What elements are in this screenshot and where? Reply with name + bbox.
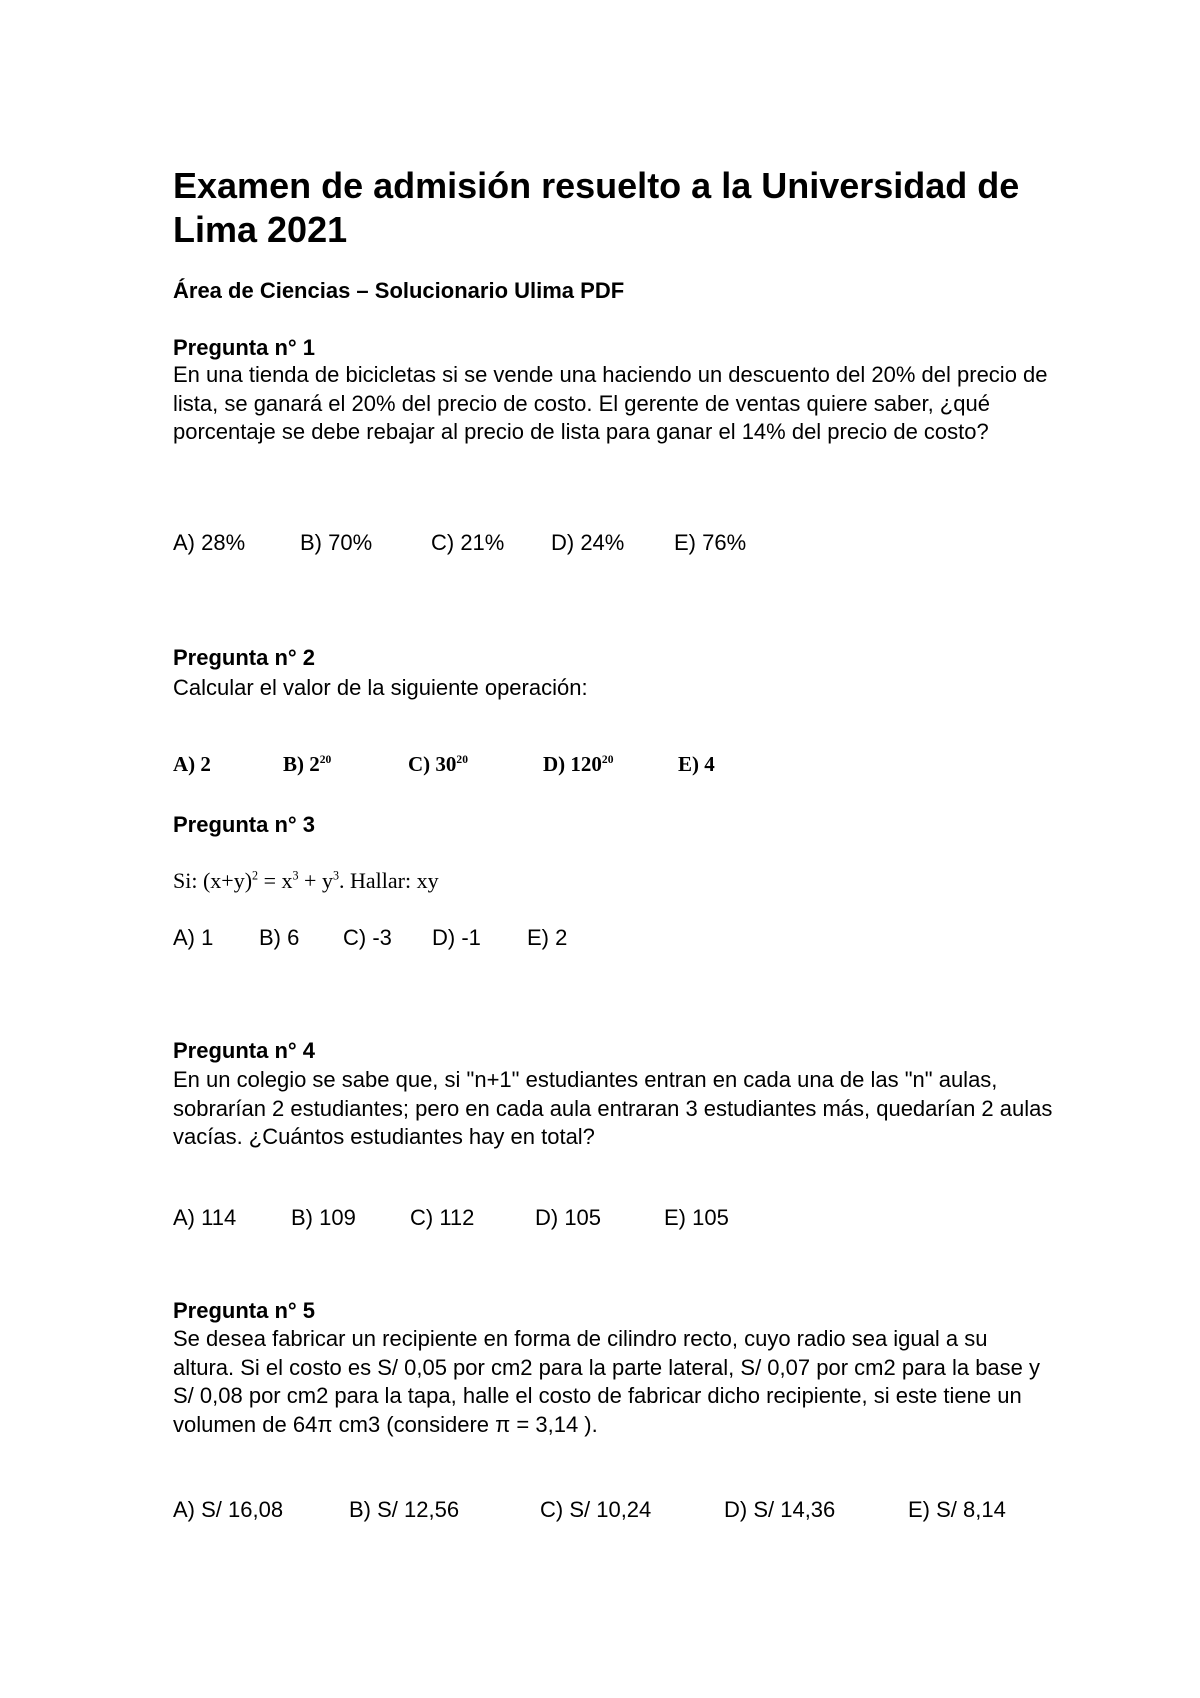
option-d: D) 105 <box>535 1205 602 1230</box>
option-d: D) -1 <box>432 925 481 950</box>
option-d: D) 24% <box>551 530 625 555</box>
option-d: D) S/ 14,36 <box>724 1497 836 1522</box>
question-3-heading: Pregunta n° 3 <box>173 812 316 837</box>
option-a: A) 2 <box>173 752 211 776</box>
option-c: C) 112 <box>410 1205 475 1230</box>
option-a: A) 1 <box>173 925 214 950</box>
question-2-heading: Pregunta n° 2 <box>173 645 316 670</box>
option-c: C) S/ 10,24 <box>540 1497 652 1522</box>
option-e: E) 4 <box>678 752 715 776</box>
question-4-text: En un colegio se sabe que, si "n+1" estudiantes entran en cada una de las "n" aulas, sobrarían 2 estudiantes; pero en cada aula entraran 3 estudiantes más, quedarían 2 aulas vacías. ¿Cuántos estudiantes hay en total? <box>173 1067 1053 1149</box>
option-d: D) $120^{20}$ <box>543 752 614 776</box>
option-e: E) 2 <box>527 925 568 950</box>
option-b: B) 70% <box>300 530 373 555</box>
option-b: B) 6 <box>259 925 300 950</box>
question-5-heading: Pregunta n° 5 <box>173 1298 316 1323</box>
question-1-text: En una tienda de bicicletas si se vende una haciendo un descuento del 20% del precio de lista, se ganará el 20% del precio de costo. El gerente de ventas quiere saber, ¿qué porcentaje se debe rebajar al precio de lista para ganar el 14% del precio de costo? <box>173 362 1048 444</box>
option-b: B) S/ 12,56 <box>349 1497 460 1522</box>
option-a: A) S/ 16,08 <box>173 1497 284 1522</box>
option-a: A) 114 <box>173 1205 237 1230</box>
option-c: C) -3 <box>343 925 392 950</box>
option-e: E) S/ 8,14 <box>908 1497 1006 1522</box>
question-3-formula: Si: $(x+y)^2 = x^3 + y^3$. Hallar: xy <box>173 868 439 893</box>
option-e: E) 105 <box>664 1205 729 1230</box>
option-c: C) $30^{20}$ <box>408 752 468 776</box>
option-e: E) 76% <box>674 530 747 555</box>
option-b: B) $2^{20}$ <box>283 752 332 776</box>
question-5-text: Se desea fabricar un recipiente en forma de cilindro recto, cuyo radio sea igual a su altura. Si el costo es S/ 0,05 por cm2 para la parte lateral, S/ 0,07 por cm2 para la base y S/ 0,08 por cm2 para la tapa, halle el costo de fabricar dicho recipiente, si este tiene un volumen de 64π cm3 (considere π = 3,14 ). <box>173 1326 1041 1437</box>
page-title: Examen de admisión resuelto a la Universidad de Lima 2021 <box>173 165 1020 250</box>
question-2-text: Calcular el valor de la siguiente operación: <box>173 675 588 700</box>
question-4-heading: Pregunta n° 4 <box>173 1038 316 1063</box>
option-c: C) 21% <box>431 530 505 555</box>
question-1-heading: Pregunta n° 1 <box>173 335 316 360</box>
page-subtitle: Área de Ciencias – Solucionario Ulima PDF <box>173 278 625 303</box>
option-a: A) 28% <box>173 530 246 555</box>
option-b: B) 109 <box>291 1205 356 1230</box>
